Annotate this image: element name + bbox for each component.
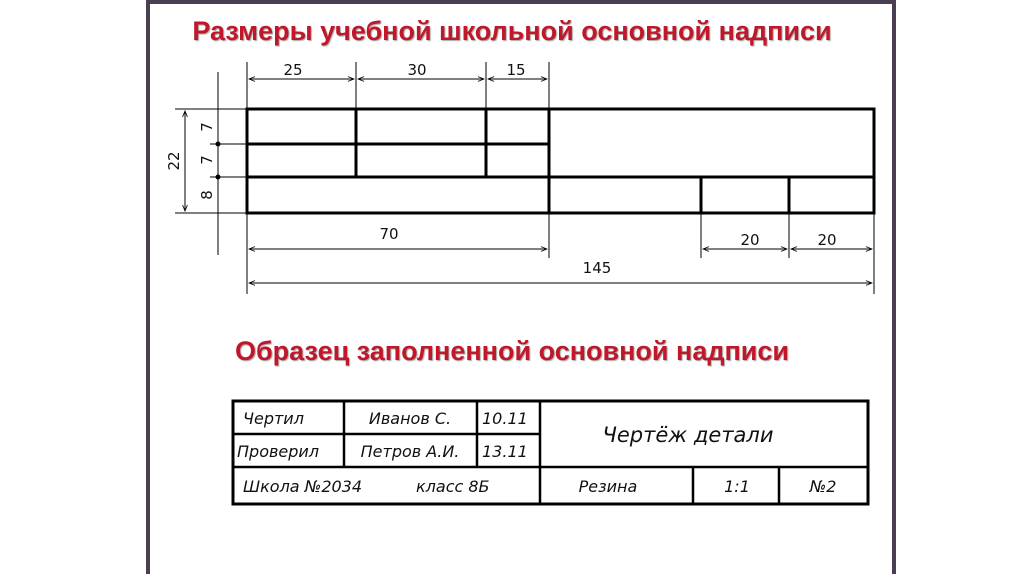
outer-frame bbox=[247, 109, 874, 213]
dim-col1: 25 bbox=[283, 61, 303, 79]
cell-drawn-date: 10.11 bbox=[482, 409, 528, 428]
cell-material: Резина bbox=[578, 477, 638, 496]
cell-checked-by-label: Проверил bbox=[237, 442, 320, 461]
dim-cell-b: 20 bbox=[817, 231, 837, 249]
dim-col2: 30 bbox=[407, 61, 427, 79]
cell-number: №2 bbox=[809, 477, 837, 496]
dim-row3: 8 bbox=[198, 190, 216, 200]
cell-drawn-by-label: Чертил bbox=[243, 409, 304, 428]
dim-col3: 15 bbox=[506, 61, 526, 79]
dim-total-height: 22 bbox=[165, 151, 183, 171]
cell-scale: 1:1 bbox=[724, 477, 750, 496]
bottom-dimensions bbox=[247, 213, 874, 294]
cell-checked-by-name: Петров А.И. bbox=[360, 442, 460, 461]
sizes-title: Размеры учебной школьной основной надписи bbox=[192, 16, 832, 46]
cell-checked-date: 13.11 bbox=[482, 442, 528, 461]
dim-cell-a: 20 bbox=[740, 231, 760, 249]
dimensioned-block bbox=[247, 109, 874, 213]
dim-left-block: 70 bbox=[379, 225, 399, 243]
cell-drawing-title: Чертёж детали bbox=[602, 423, 774, 447]
cell-class: класс 8Б bbox=[416, 477, 490, 496]
cell-school: Школа №2034 bbox=[243, 477, 363, 496]
dim-row1: 7 bbox=[198, 122, 216, 132]
dim-total-width: 145 bbox=[582, 259, 612, 277]
dim-row2: 7 bbox=[198, 155, 216, 165]
dim-dot-2 bbox=[216, 175, 221, 180]
dim-dot-1 bbox=[216, 142, 221, 147]
cell-drawn-by-name: Иванов С. bbox=[368, 409, 452, 428]
sample-title: Образец заполненной основной надписи bbox=[234, 336, 790, 366]
